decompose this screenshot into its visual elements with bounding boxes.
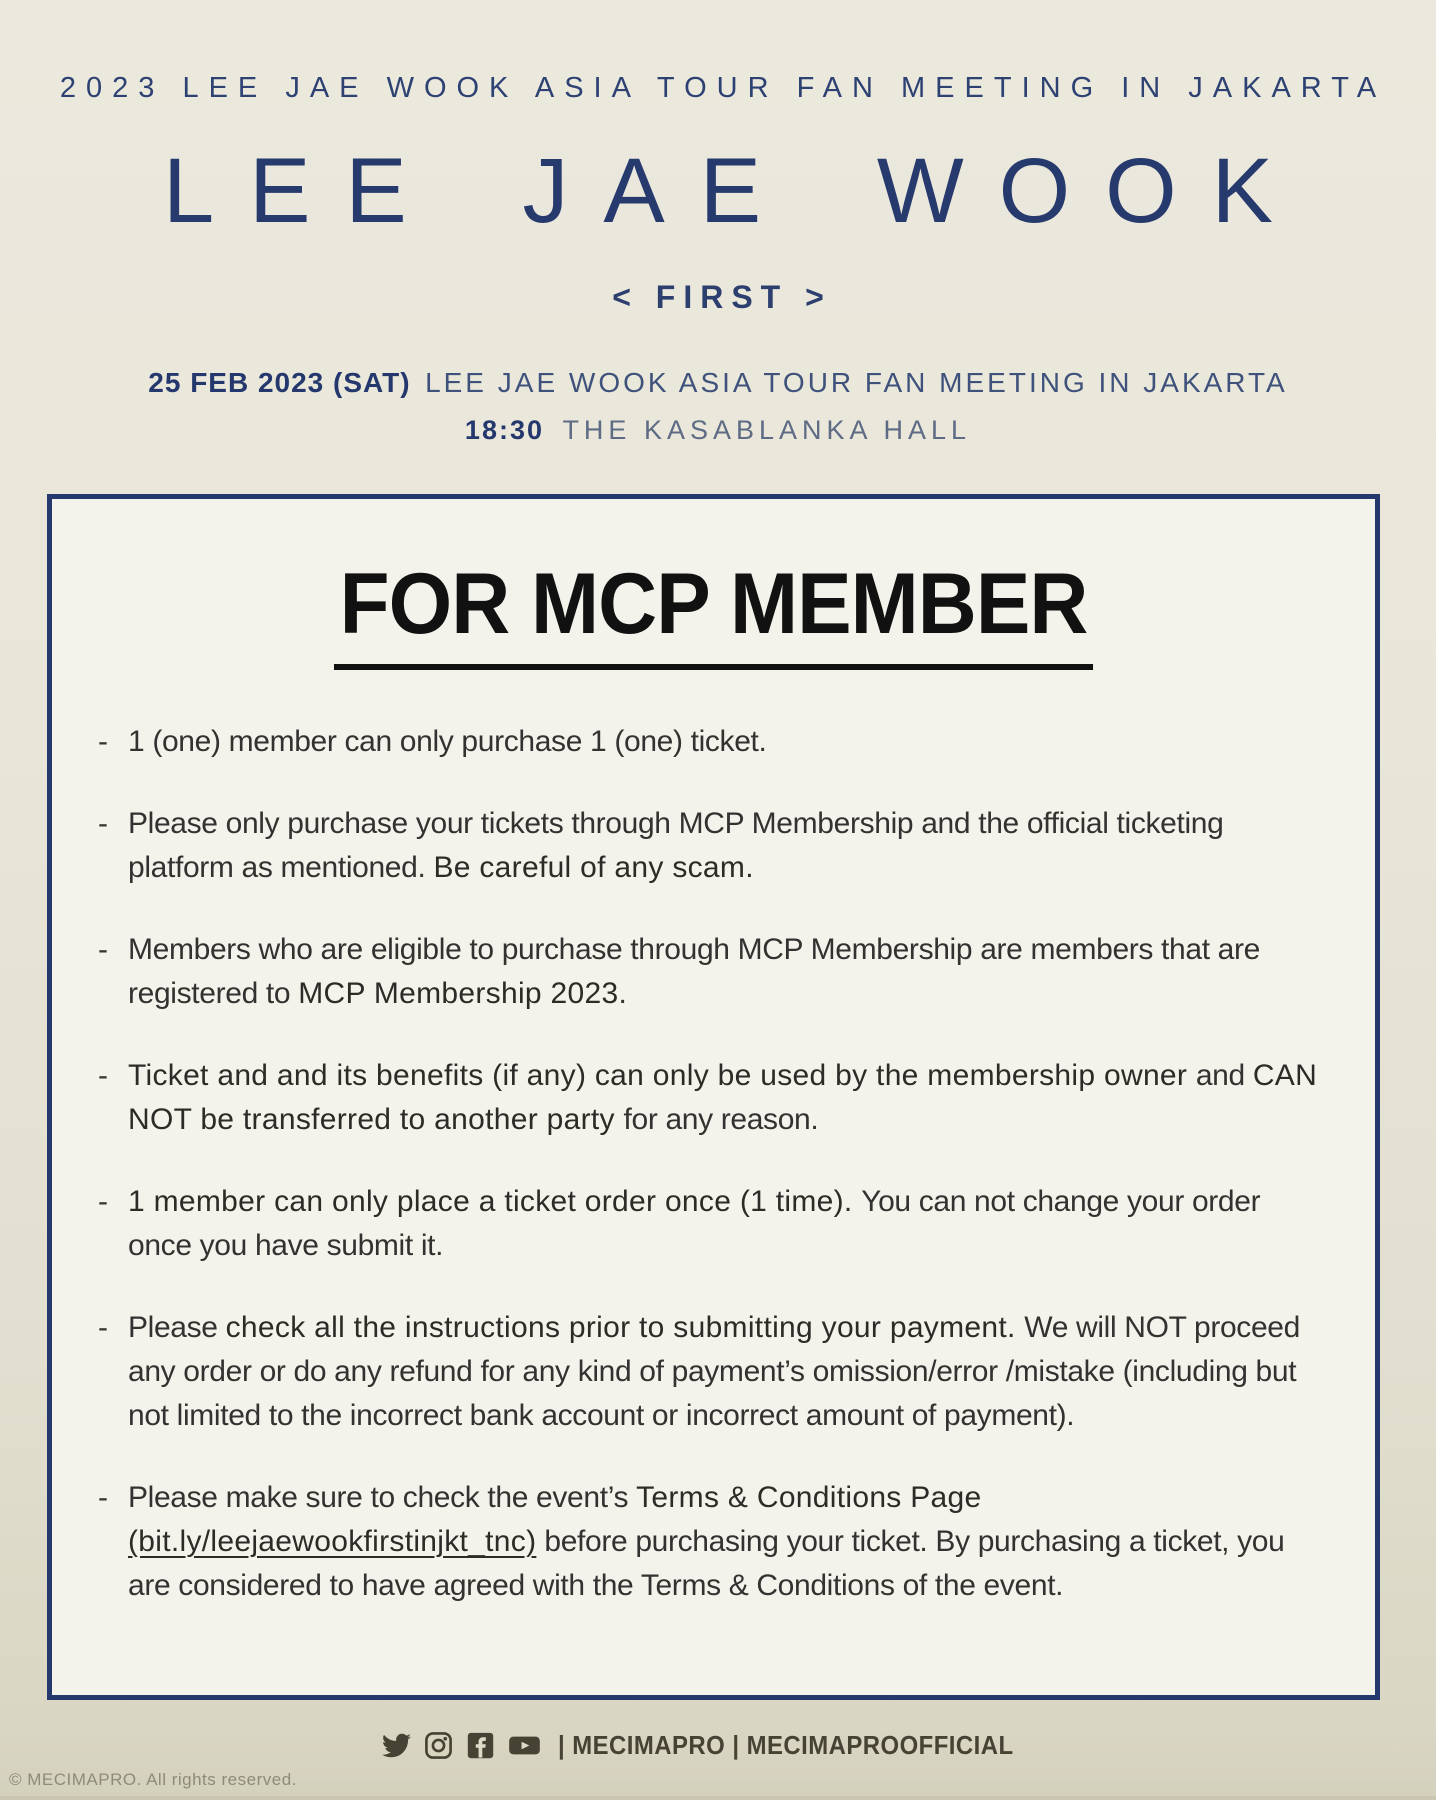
rule-item bbox=[98, 1476, 1329, 1608]
rule-segment: Be careful of any scam. bbox=[433, 851, 754, 884]
instagram-icon[interactable] bbox=[424, 1731, 453, 1760]
twitter-icon[interactable] bbox=[382, 1731, 411, 1760]
facebook-icon[interactable] bbox=[466, 1731, 495, 1760]
tnc-link[interactable]: (bit.ly/leejaewookfirstinjkt_tnc) bbox=[128, 1525, 537, 1558]
rules-list bbox=[52, 720, 1375, 1608]
card-heading: FOR MCP MEMBER bbox=[334, 555, 1093, 670]
bullet-dash: - bbox=[98, 1059, 108, 1092]
event-date: 25 FEB 2023 (SAT) bbox=[148, 367, 411, 398]
rule-segment: before purchasing your ticket. By purchasing a ticket, you are considered to have agreed with the Terms & Conditions of the event. bbox=[128, 1525, 1285, 1602]
event-name-inline: LEE JAE WOOK ASIA TOUR FAN MEETING IN JAKARTA bbox=[425, 367, 1288, 398]
youtube-icon[interactable] bbox=[508, 1731, 541, 1760]
rule-text bbox=[128, 928, 1329, 1016]
rule-segment: CAN NOT be transferred to another party bbox=[128, 1059, 1318, 1136]
rule-segment: You can not change your order once you have submit it. bbox=[128, 1185, 1261, 1262]
event-time: 18:30 bbox=[464, 415, 544, 445]
event-schedule bbox=[0, 362, 1436, 456]
bullet-dash: - bbox=[98, 1311, 108, 1344]
rule-text bbox=[128, 720, 767, 764]
rule-segment: and bbox=[1195, 1059, 1253, 1092]
rule-segment: 1 member can only place a ticket order once (1 time). bbox=[128, 1185, 862, 1218]
rule-segment: Please only purchase your tickets through MCP Membership and the official ticketing platform as mentioned. bbox=[128, 807, 1224, 884]
card-heading-wrap bbox=[52, 555, 1375, 670]
rule-item bbox=[98, 1180, 1329, 1268]
rule-segment: Ticket and and its benefits (if any) can only be used by the membership owner bbox=[128, 1059, 1196, 1092]
rule-segment: Members who are eligible to purchase through MCP Membership are members that are registered to bbox=[128, 933, 1260, 1010]
rule-segment: check all the instructions prior to submitting your payment. bbox=[225, 1311, 1025, 1344]
rule-segment: . bbox=[618, 977, 627, 1010]
rule-item bbox=[98, 928, 1329, 1016]
rule-segment: Please make sure to check the event’s bbox=[128, 1481, 637, 1514]
edition-badge: < FIRST > bbox=[612, 279, 832, 315]
rule-segment: Please bbox=[128, 1311, 226, 1344]
rule-text bbox=[128, 1180, 1329, 1268]
rule-segment: 1 (one) member can only purchase 1 (one) ticket. bbox=[128, 725, 767, 758]
rule-item bbox=[98, 802, 1329, 890]
event-tagline: 2023 LEE JAE WOOK ASIA TOUR FAN MEETING IN JAKARTA bbox=[59, 72, 1387, 104]
bullet-dash: - bbox=[98, 1481, 108, 1514]
event-venue: THE KASABLANKA HALL bbox=[562, 415, 972, 445]
event-header bbox=[0, 0, 1436, 456]
rule-item bbox=[98, 1054, 1329, 1142]
bullet-dash: - bbox=[98, 933, 108, 966]
copyright-notice: © MECIMAPRO. All rights reserved. bbox=[9, 1770, 297, 1789]
bullet-dash: - bbox=[98, 1185, 108, 1218]
bullet-dash: - bbox=[98, 807, 108, 840]
rule-text bbox=[128, 1054, 1329, 1142]
rule-item bbox=[98, 720, 1329, 764]
rule-segment: We will NOT proceed any order or do any refund for any kind of payment’s omission/error /mistake (including but not limited to the incorrect bank account or incorrect amount of payment). bbox=[128, 1311, 1300, 1432]
rule-text bbox=[128, 1306, 1329, 1438]
rule-segment: for any reason. bbox=[623, 1103, 819, 1136]
rule-text bbox=[128, 802, 1329, 890]
rule-segment: Terms & Conditions Page bbox=[636, 1481, 982, 1514]
artist-title: LEE JAE WOOK bbox=[162, 140, 1308, 242]
event-time-line bbox=[0, 409, 1436, 456]
bullet-dash: - bbox=[98, 725, 108, 758]
rule-segment: MCP Membership 2023 bbox=[298, 977, 619, 1010]
rule-item bbox=[98, 1306, 1329, 1438]
social-handles-label: | MECIMAPRO | MECIMAPROOFFICIAL bbox=[558, 1729, 1014, 1760]
event-date-line bbox=[0, 362, 1436, 409]
rule-text bbox=[128, 1476, 1329, 1608]
info-card bbox=[47, 494, 1380, 1700]
bottom-edge-strip bbox=[0, 1796, 1436, 1800]
footer-social-bar bbox=[0, 1726, 1436, 1764]
